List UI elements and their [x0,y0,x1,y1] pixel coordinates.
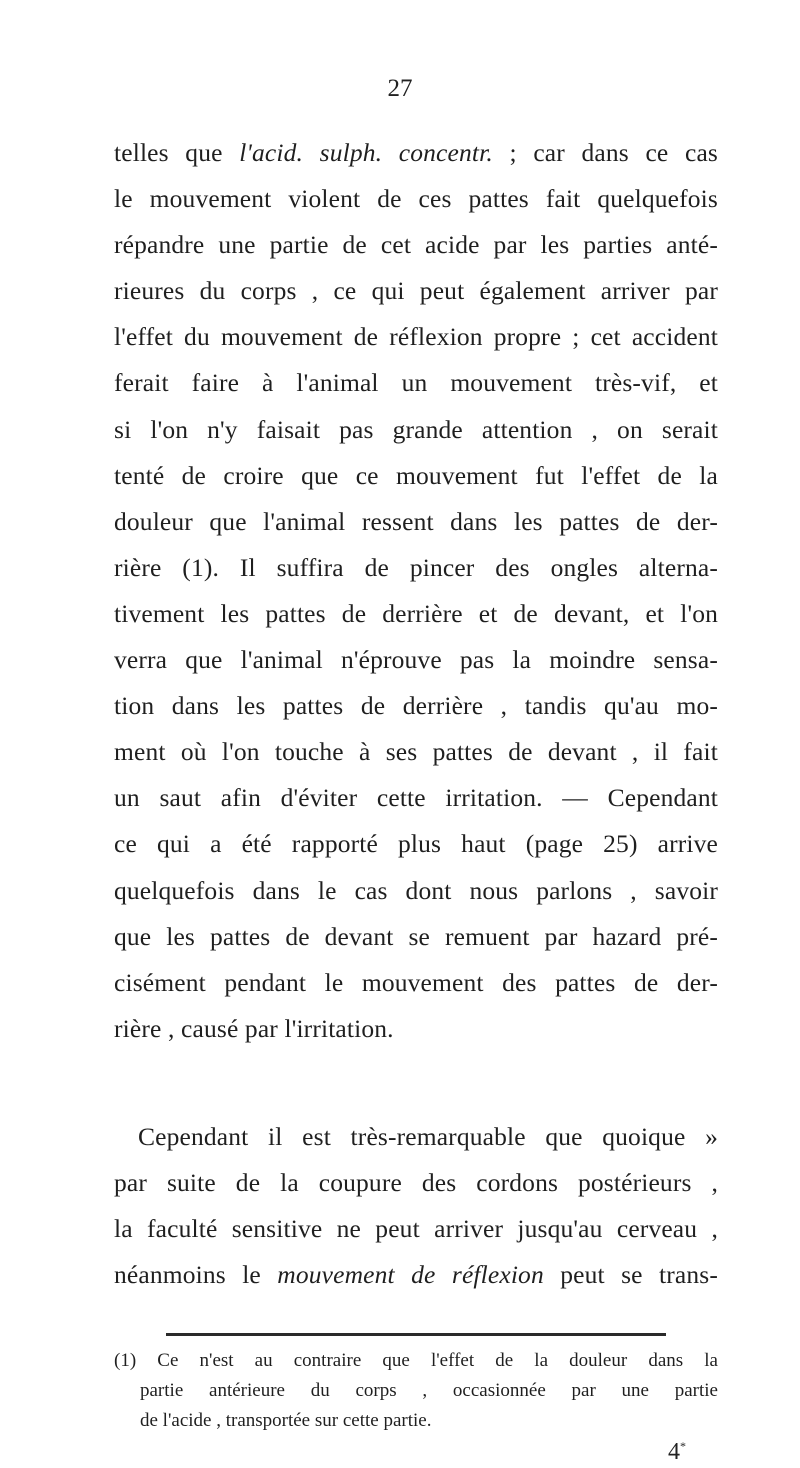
text-line: ferait faire à l'animal un mouvement très-vif, et [114,368,718,398]
text-segment: ; car dans ce cas [492,138,718,167]
text-line: douleur que l'animal ressent dans les pattes de der- [114,506,718,536]
italic-term: l'acid. sulph. concentr. [239,138,493,167]
printer-signature-mark [668,1432,686,1466]
text-line: verra que l'animal n'éprouve pas la moindre sensa- [114,645,718,675]
text-line: l'effet du mouvement de réflexion propre ; cet accident [114,322,718,352]
paragraph-2 [114,1114,718,1298]
footnote-line: partie antérieure du corps , occasionnée par une partie [140,1380,718,1401]
footnote-divider [166,1333,666,1336]
italic-term: mouvement de réflexion [277,1260,544,1290]
body-text [114,130,718,1298]
text-line: rière , causé par l'irritation. [114,1013,394,1043]
text-segment: telles que [114,138,240,167]
signature-asterisk: * [680,1439,686,1453]
text-segment: néanmoins le [114,1260,278,1290]
paragraph-gap [114,1052,718,1114]
text-line: rieures du corps , ce qui peut également arriver par [114,276,718,306]
page-number: 27 [387,75,413,102]
footnote [114,1346,718,1436]
text-line: un saut afin d'éviter cette irritation. — Cependant [114,783,718,813]
text-line: par suite de la coupure des cordons postérieurs , [114,1167,718,1197]
footnote-line: (1) Ce n'est au contraire que l'effet de la douleur dans la [114,1350,718,1371]
text-line: tivement les pattes de derrière et de devant, et l'on [114,598,718,628]
text-line: ment où l'on touche à ses pattes de devant , il fait [114,737,718,767]
text-line: Cependant il est très-remarquable que quoique » [138,1121,718,1151]
signature-number: 4 [668,1439,680,1465]
footnote-line: de l'acide , transportée sur cette partie. [140,1410,432,1431]
text-segment: peut se trans- [543,1260,718,1290]
text-line: si l'on n'y faisait pas grande attention , on serait [114,414,718,444]
text-line: cisément pendant le mouvement des pattes de der- [114,967,718,997]
text-line [114,1252,718,1298]
text-line: que les pattes de devant se remuent par hazard pré- [114,921,718,951]
text-line: ce qui a été rapporté plus haut (page 25) arrive [114,829,718,859]
paragraph-1 [114,130,718,1052]
text-line: la faculté sensitive ne peut arriver jusqu'au cerveau , [114,1214,718,1244]
text-line: le mouvement violent de ces pattes fait quelquefois [114,184,718,214]
text-line: rière (1). Il suffira de pincer des ongles alterna- [114,552,718,582]
text-line: quelquefois dans le cas dont nous parlons , savoir [114,875,718,905]
text-line: tion dans les pattes de derrière , tandis qu'au mo- [114,691,718,721]
text-line [114,130,718,176]
text-line: répandre une partie de cet acide par les parties anté- [114,230,718,260]
text-line: tenté de croire que ce mouvement fut l'effet de la [114,460,718,490]
